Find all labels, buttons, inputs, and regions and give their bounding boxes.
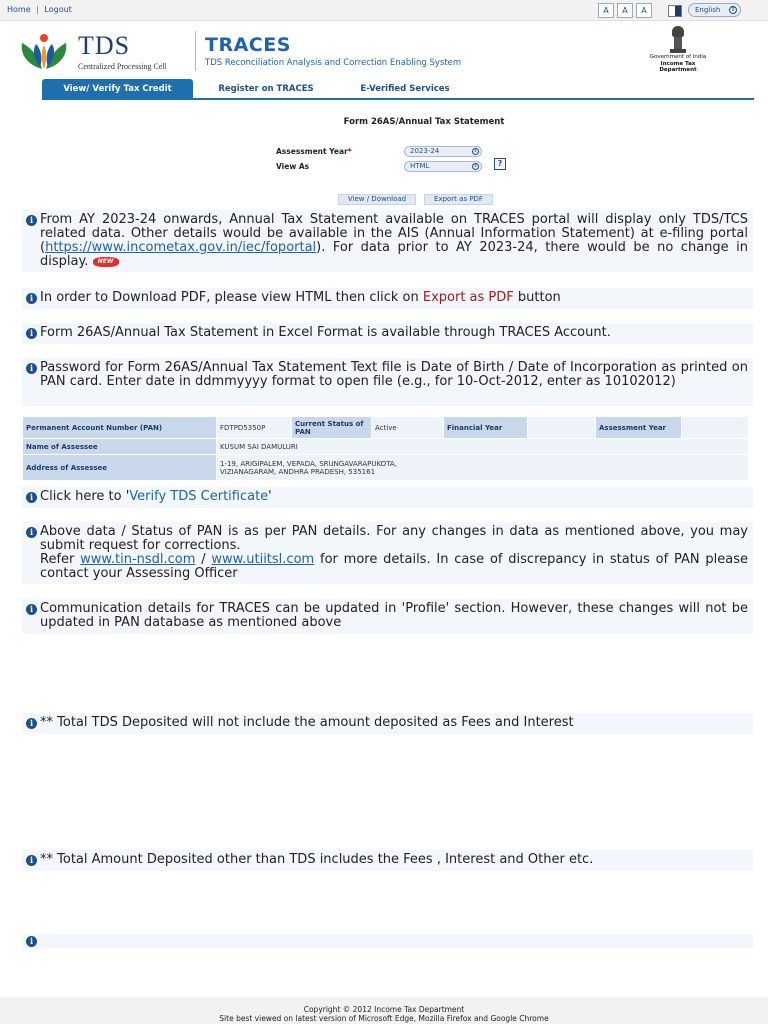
assessee-address-label: Address of Assessee xyxy=(23,455,217,481)
table-row xyxy=(23,455,749,481)
copyright-text: Copyright © 2012 Income Tax Department xyxy=(303,1005,465,1014)
view-as-label: View As xyxy=(276,162,310,171)
notice-text: ** Total TDS Deposited will not include the amount deposited as Fees and Interest xyxy=(40,715,574,730)
pan-details-table xyxy=(22,416,749,481)
font-increase-button[interactable]: A xyxy=(636,3,652,18)
tab-underline xyxy=(42,98,754,100)
logout-link[interactable]: Logout xyxy=(44,5,72,14)
browser-note: Site best viewed on latest version of Microsoft Edge, Mozilla Firefox and Google Chrome xyxy=(219,1014,549,1023)
new-badge: NEW xyxy=(93,257,119,267)
notice-excel-format xyxy=(22,323,753,344)
notice-text: Refer xyxy=(40,552,81,567)
notice-total-tds-deposited xyxy=(22,713,753,734)
pan-value: FDTPD5350P xyxy=(217,417,292,439)
info-icon: i xyxy=(26,936,37,947)
site-header xyxy=(0,21,768,77)
foportal-link[interactable]: https://www.incometax.gov.in/iec/foportal xyxy=(45,240,317,255)
notice-text: In order to Download PDF, please view HTML then click on xyxy=(40,290,423,305)
main-nav xyxy=(0,77,768,99)
info-icon: i xyxy=(26,363,37,374)
notice-text: Communication details for TRACES can be updated in 'Profile' section. However, these changes will not be updated in PAN database as mentioned above xyxy=(40,601,748,630)
emblem-line-1: Government of India xyxy=(649,54,707,60)
view-as-value: HTML xyxy=(410,162,430,170)
export-pdf-button[interactable]: Export as PDF xyxy=(424,194,493,205)
site-footer xyxy=(0,997,768,1024)
notice-text: ** Total Amount Deposited other than TDS includes the Fees , Interest and Other etc. xyxy=(40,852,594,867)
notice-communication-details xyxy=(22,599,753,634)
utiitsl-link[interactable]: www.utiitsl.com xyxy=(211,552,315,567)
info-icon: i xyxy=(26,328,37,339)
chevron-down-icon: ⇕ xyxy=(730,6,736,13)
assessment-year-cell-label: Assessment Year xyxy=(596,417,682,439)
table-row xyxy=(23,439,749,455)
notice-text: Click here to ' xyxy=(40,489,130,504)
tds-logo-text: TDS xyxy=(78,31,131,60)
info-icon: i xyxy=(26,492,37,503)
info-icon: i xyxy=(26,604,37,615)
notice-text: for more details. In case of discrepancy in status of PAN please contact your Assessing Officer xyxy=(40,552,748,581)
emblem-line-2: Income Tax Department xyxy=(659,61,697,73)
assessee-name-value: KUSUM SAI DAMULURI xyxy=(217,439,749,455)
top-links xyxy=(7,5,72,14)
assessee-address-value xyxy=(217,455,749,481)
view-as-select[interactable] xyxy=(404,161,482,172)
info-icon: i xyxy=(26,293,37,304)
assessment-year-label: Assessment Year* xyxy=(276,147,352,156)
tds-logo xyxy=(14,29,196,73)
contrast-toggle-icon[interactable] xyxy=(668,5,682,17)
view-download-button[interactable]: View / Download xyxy=(338,194,416,205)
notice-text: Form 26AS/Annual Tax Statement in Excel Format is available through TRACES Account. xyxy=(40,325,611,340)
info-icon: i xyxy=(26,215,37,226)
required-mark: * xyxy=(347,147,352,156)
notice-password xyxy=(22,358,753,406)
assessee-name-label: Name of Assessee xyxy=(23,439,217,455)
assessment-year-value: 2023-24 xyxy=(410,147,440,155)
info-icon: i xyxy=(26,718,37,729)
notice-text: From AY 2023-24 onwards, Annual Tax Statement available on TRACES portal will display only TDS/TCS related data. Other details would be available in the AIS (Annual Information Statement) at e-filing portal ( xyxy=(40,212,748,255)
header-divider xyxy=(195,31,196,71)
notice-text: button xyxy=(513,290,561,305)
assessment-year-select[interactable] xyxy=(404,146,482,157)
address-line-1: 1-19, ARIGIPALEM, VEPADA, SRUNGAVARAPUKOTA, xyxy=(220,459,397,468)
tds-leaf-icon xyxy=(14,29,74,73)
assessment-year-cell-value xyxy=(682,417,749,439)
chevron-down-icon: ⇕ xyxy=(473,148,478,154)
info-icon: i xyxy=(26,855,37,866)
tds-logo-subtitle: Centralized Processing Cell xyxy=(78,62,167,71)
home-link[interactable]: Home xyxy=(7,5,31,14)
notice-text: Above data / Status of PAN is as per PAN details. For any changes in data as mentioned above, you may submit request for corrections. xyxy=(40,524,748,553)
notice-total-amount-deposited xyxy=(22,850,753,871)
notice-pan-status xyxy=(22,522,753,584)
language-value: English xyxy=(695,6,721,14)
tab-register-on-traces[interactable]: Register on TRACES xyxy=(218,84,314,94)
verify-tds-certificate-link[interactable]: Verify TDS Certificate xyxy=(129,489,269,504)
font-decrease-button[interactable]: A xyxy=(598,3,614,18)
tab-view-verify-tax-credit[interactable]: View/ Verify Tax Credit xyxy=(42,79,193,99)
help-icon[interactable]: ? xyxy=(494,158,506,170)
notice-verify-certificate xyxy=(22,487,753,508)
notice-ais xyxy=(22,210,753,272)
emblem-icon xyxy=(669,26,687,54)
font-size-controls xyxy=(598,3,652,18)
notice-text: / xyxy=(195,552,212,567)
tab-e-verified-services[interactable]: E-Verified Services xyxy=(360,84,450,94)
tin-nsdl-link[interactable]: www.tin-nsdl.com xyxy=(80,552,196,567)
notice-text: ). For data prior to AY 2023-24, there would be no change in display. xyxy=(40,240,748,269)
notice-download-pdf xyxy=(22,288,753,309)
table-row xyxy=(23,417,749,439)
pan-status-label: Current Status of PAN xyxy=(292,417,372,439)
export-pdf-highlight: Export as PDF xyxy=(422,290,514,305)
financial-year-label: Financial Year xyxy=(444,417,528,439)
pan-status-value: Active xyxy=(372,417,444,439)
chevron-down-icon: ⇕ xyxy=(473,163,478,169)
font-normal-button[interactable]: A xyxy=(617,3,633,18)
top-bar xyxy=(0,0,768,21)
page-title: Form 26AS/Annual Tax Statement xyxy=(343,117,505,127)
language-select[interactable] xyxy=(688,3,741,17)
notice-text: Password for Form 26AS/Annual Tax Statement Text file is Date of Birth / Date of Incorporation as printed on PAN card. Enter date in ddmmyyyy format to open file (e.g., for 10-Oct-2012, enter as 10102012) xyxy=(40,360,748,389)
notice-text: ' xyxy=(268,489,272,504)
pan-label: Permanent Account Number (PAN) xyxy=(23,417,217,439)
financial-year-value xyxy=(528,417,596,439)
site-subtitle: TDS Reconciliation Analysis and Correction Enabling System xyxy=(205,58,462,68)
info-icon: i xyxy=(26,527,37,538)
address-line-2: VIZIANAGARAM, ANDHRA PRADESH, 535161 xyxy=(220,467,376,476)
site-title: TRACES xyxy=(205,34,291,56)
govt-emblem xyxy=(648,26,708,74)
top-separator: | xyxy=(36,5,39,14)
notice-empty xyxy=(22,934,753,948)
